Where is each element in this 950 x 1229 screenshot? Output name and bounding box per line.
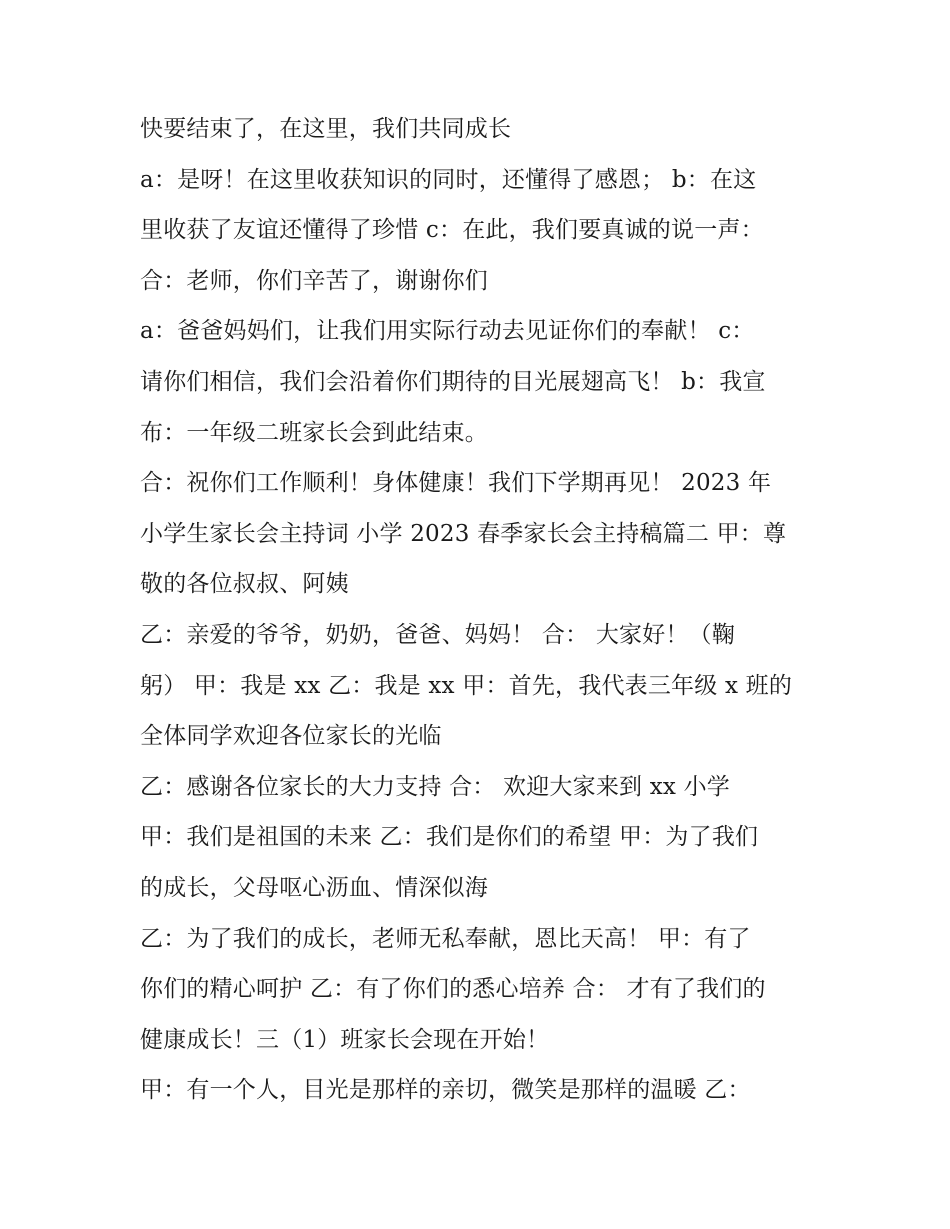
text-line: 请你们相信，我们会沿着你们期待的目光展翅高飞！ b：我宣 — [140, 368, 766, 395]
text-line: a：是呀！在这里收获知识的同时，还懂得了感恩； b：在这 — [140, 166, 757, 193]
text-line: 全体同学欢迎各位家长的光临 — [140, 723, 442, 750]
text-line: a：爸爸妈妈们，让我们用实际行动去见证你们的奉献！ c： — [140, 318, 755, 345]
text-line: 合：老师，你们辛苦了，谢谢你们 — [140, 267, 488, 294]
text-line: 甲：我们是祖国的未来 乙：我们是你们的希望 甲：为了我们 — [140, 824, 759, 851]
text-line: 健康成长！三（1）班家长会现在开始！ — [140, 1026, 550, 1053]
text-line: 快要结束了，在这里，我们共同成长 — [140, 116, 512, 142]
text-line: 里收获了友谊还懂得了珍惜 c：在此，我们要真诚的说一声： — [140, 217, 764, 244]
text-line: 你们的精心呵护 乙：有了你们的悉心培养 合： 才有了我们的 — [140, 976, 766, 1003]
text-line: 乙：感谢各位家长的大力支持 合： 欢迎大家来到 xx 小学 — [140, 773, 730, 800]
document-body — [140, 104, 820, 1116]
text-line: 敬的各位叔叔、阿姨 — [140, 571, 349, 598]
text-line: 布：一年级二班家长会到此结束。 — [140, 419, 488, 446]
text-line: 乙：亲爱的爷爷，奶奶，爸爸、妈妈！ 合： 大家好！（鞠 — [140, 621, 736, 648]
text-line: 躬） 甲：我是 xx 乙：我是 xx 甲：首先，我代表三年级 x 班的 — [140, 672, 793, 699]
text-line: 合：祝你们工作顺利！身体健康！我们下学期再见！ 2023 年 — [140, 470, 772, 497]
text-line: 乙：为了我们的成长，老师无私奉献，恩比天高！ 甲：有了 — [140, 925, 751, 952]
text-line: 甲：有一个人，目光是那样的亲切，微笑是那样的温暖 乙： — [140, 1077, 751, 1104]
text-line: 小学生家长会主持词 小学 2023 春季家长会主持稿篇二 甲：尊 — [140, 520, 787, 547]
text-line: 的成长，父母呕心沥血、情深似海 — [140, 874, 488, 901]
